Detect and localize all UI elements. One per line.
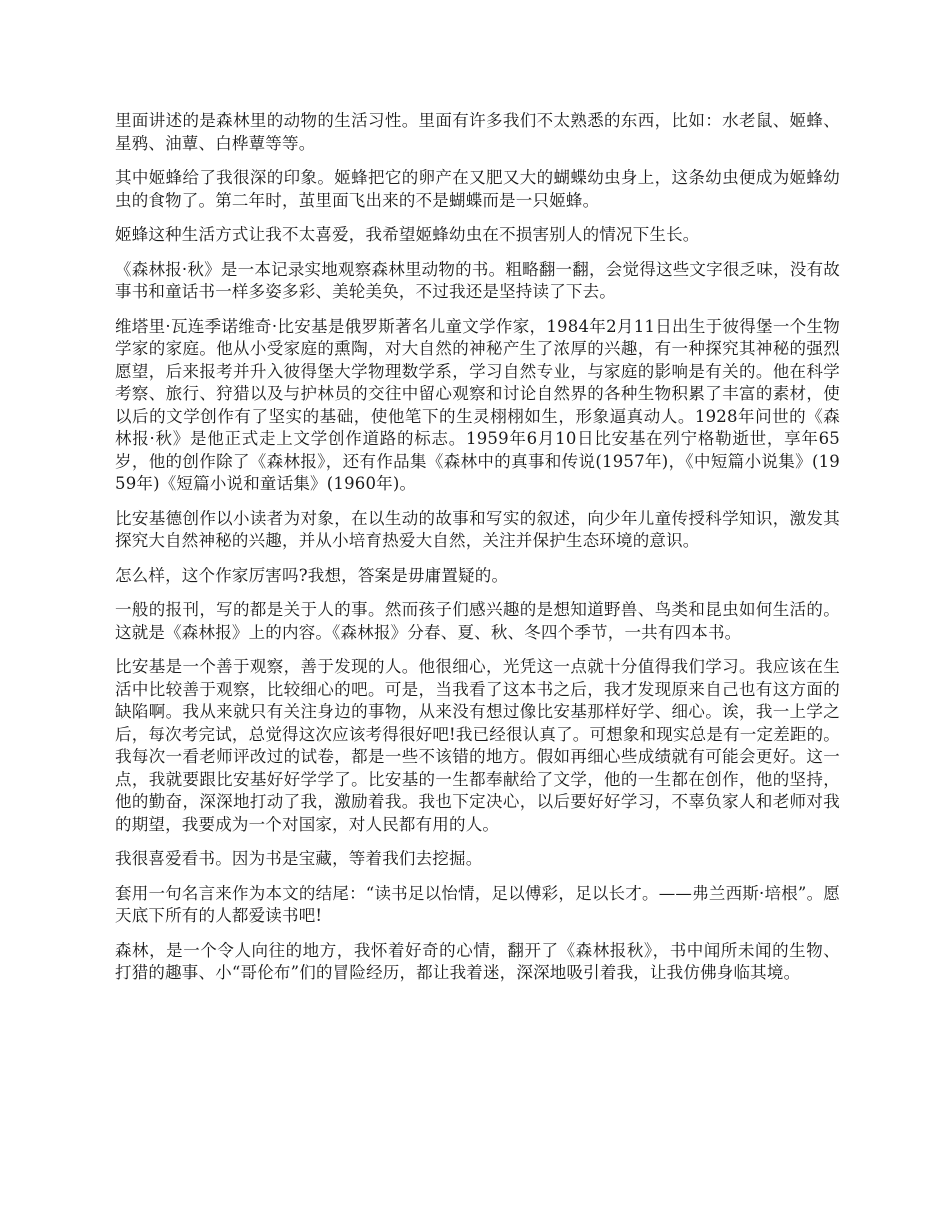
paragraph-10: 我很喜爱看书。因为书是宝藏，等着我们去挖掘。 [115, 849, 483, 868]
paragraph-4: 《森林报·秋》是一本记录实地观察森林里动物的书。粗略翻一翻，会觉得这些文字很乏味，没有故事书和童话书一样多姿多彩、美轮美奂，不过我还是坚持读了下去。 [115, 259, 840, 301]
paragraph-6: 比安基德创作以小读者为对象，在以生动的故事和写实的叙述，向少年儿童传授科学知识，激发其探究大自然神秘的兴趣，并从小培育热爱大自然，关注并保护生态环境的意识。 [115, 508, 840, 550]
paragraph-11: 套用一句名言来作为本文的结尾：“读书足以怡情，足以傅彩，足以长才。——弗兰西斯·培根”。愿天底下所有的人都爱读书吧! [115, 883, 840, 925]
paragraph-8: 一般的报刊，写的都是关于人的事。然而孩子们感兴趣的是想知道野兽、鸟类和昆虫如何生活的。这就是《森林报》上的内容。《森林报》分春、夏、秋、冬四个季节，一共有四本书。 [115, 600, 840, 642]
paragraph-7: 怎么样，这个作家厉害吗?我想，答案是毋庸置疑的。 [115, 565, 509, 585]
document-body [115, 110, 840, 997]
paragraph-12: 森林，是一个令人向往的地方，我怀着好奇的心情，翻开了《森林报秋》，书中闻所未闻的生物、打猎的趣事、小“哥伦布”们的冒险经历，都让我着迷，深深地吸引着我，让我仿佛身临其境。 [115, 940, 840, 982]
paragraph-1: 里面讲述的是森林里的动物的生活习性。里面有许多我们不太熟悉的东西，比如：水老鼠、姬蜂、星鸦、油蕈、白桦蕈等等。 [115, 111, 840, 153]
paragraph-9: 比安基是一个善于观察，善于发现的人。他很细心，光凭这一点就十分值得我们学习。我应该在生活中比较善于观察，比较细心的吧。可是，当我看了这本书之后，我才发现原来自己也有这方面的缺陷啊。我从来就只有关注身边的事物，从来没有想过像比安基那样好学、细心。诶，我一上学之后，每次考完试，总觉得这次应该考得很好吧!我已经很认真了。可想象和现实总是有一定差距的。我每次一看老师评改过的试卷，都是一些不该错的地方。假如再细心些成绩就有可能会更好。这一点，我就要跟比安基好好学学了。比安基的一生都奉献给了文学，他的一生都在创作，他的坚持，他的勤奋，深深地打动了我，激励着我。我也下定决心，以后要好好学习，不辜负家人和老师对我的期望，我要成为一个对国家，对人民都有用的人。 [115, 657, 840, 834]
paragraph-5: 维塔里·瓦连季诺维奇·比安基是俄罗斯著名儿童文学作家，1984年2月11日出生于彼得堡一个生物学家的家庭。他从小受家庭的熏陶，对大自然的神秘产生了浓厚的兴趣，有一种探究其神秘的强烈愿望，后来报考并升入彼得堡大学物理数学系，学习自然专业，与家庭的影响是有关的。他在科学考察、旅行、狩猎以及与护林员的交往中留心观察和讨论自然界的各种生物积累了丰富的素材，使以后的文学创作有了坚实的基础，使他笔下的生灵栩栩如生，形象逼真动人。1928年问世的《森林报·秋》是他正式走上文学创作道路的标志。1959年6月10日比安基在列宁格勒逝世，享年65岁，他的创作除了《森林报》，还有作品集《森林中的真事和传说(1957年)，《中短篇小说集》(1959年)《短篇小说和童话集》(1960年)。 [115, 316, 840, 493]
paragraph-2: 其中姬蜂给了我很深的印象。姬蜂把它的卵产在又肥又大的蝴蝶幼虫身上，这条幼虫便成为姬蜂幼虫的食物了。第二年时，茧里面飞出来的不是蝴蝶而是一只姬蜂。 [115, 168, 840, 210]
paragraph-3: 姬蜂这种生活方式让我不太喜爱，我希望姬蜂幼虫在不损害别人的情况下生长。 [115, 225, 700, 244]
